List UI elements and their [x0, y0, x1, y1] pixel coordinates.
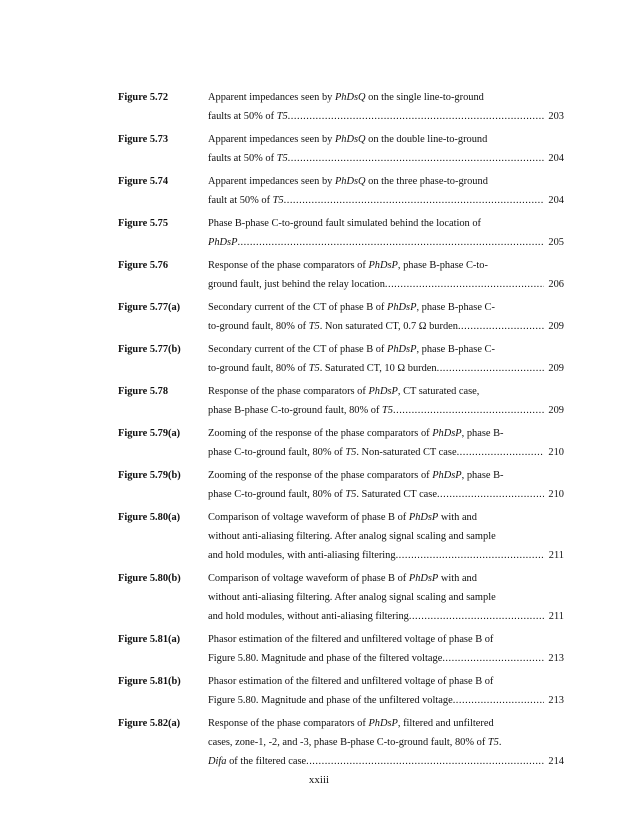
figure-caption	[208, 214, 564, 252]
italic-term: T5	[276, 153, 288, 164]
caption-segment: with and	[438, 573, 477, 584]
figure-caption	[208, 508, 564, 565]
italic-term: PhDsP	[208, 237, 238, 248]
italic-term: PhDsP	[368, 718, 398, 729]
figure-caption	[208, 466, 564, 504]
toc-entry	[118, 172, 564, 210]
caption-segment: without anti-aliasing filtering. After analog signal scaling and sample	[208, 531, 496, 542]
figure-caption	[208, 672, 564, 710]
caption-line	[208, 672, 564, 691]
italic-term: PhDsQ	[334, 134, 366, 145]
caption-segment: faults at 50% of	[208, 153, 277, 164]
figure-caption	[208, 130, 564, 168]
caption-line	[208, 340, 564, 359]
figure-caption	[208, 424, 564, 462]
toc-entry	[118, 256, 564, 294]
figure-label: Figure 5.73	[118, 134, 169, 145]
dot-leader	[437, 359, 545, 378]
caption-segment: . Non-saturated CT case	[356, 447, 457, 458]
page-ref: 206	[548, 279, 564, 290]
toc-entry	[118, 630, 564, 668]
caption-line	[208, 714, 564, 733]
caption-segment: , phase B-	[461, 428, 504, 439]
figure-label: Figure 5.74	[118, 176, 169, 187]
caption-text	[208, 443, 457, 462]
caption-line	[208, 233, 564, 252]
caption-segment: on the single line-to-ground	[365, 92, 484, 103]
italic-term: T5	[345, 447, 357, 458]
page-ref: 204	[548, 153, 564, 164]
figure-caption	[208, 340, 564, 378]
figure-label: Figure 5.81(a)	[118, 634, 181, 645]
caption-segment: Comparison of voltage waveform of phase B of	[208, 512, 409, 523]
caption-line	[208, 733, 564, 752]
caption-segment: , CT saturated case,	[397, 386, 480, 397]
caption-segment: , phase B-phase C-	[416, 344, 495, 355]
caption-text	[208, 107, 288, 126]
caption-segment: to-ground fault, 80% of	[208, 321, 309, 332]
toc-entry	[118, 672, 564, 710]
italic-term: T5	[308, 363, 320, 374]
italic-term: Difa	[208, 756, 227, 767]
figure-caption	[208, 569, 564, 626]
caption-line	[208, 149, 564, 168]
caption-segment: Figure 5.80. Magnitude and phase of the filtered voltage	[208, 653, 443, 664]
toc-entry	[118, 466, 564, 504]
caption-segment: fault at 50% of	[208, 195, 273, 206]
italic-term: T5	[487, 737, 499, 748]
caption-line	[208, 107, 564, 126]
figure-label: Figure 5.78	[118, 386, 169, 397]
caption-segment: Phasor estimation of the filtered and unfiltered voltage of phase B of	[208, 676, 494, 687]
caption-line	[208, 443, 564, 462]
figure-caption	[208, 630, 564, 668]
dot-leader	[437, 485, 544, 504]
toc-entry	[118, 298, 564, 336]
dot-leader	[458, 317, 544, 336]
caption-line	[208, 527, 564, 546]
toc-entry	[118, 340, 564, 378]
caption-segment: Secondary current of the CT of phase B of	[208, 302, 387, 313]
caption-segment: ground fault, just behind the relay location	[208, 279, 385, 290]
figure-label: Figure 5.80(b)	[118, 573, 181, 584]
dot-leader	[284, 191, 545, 210]
figure-label: Figure 5.72	[118, 92, 169, 103]
italic-term: PhDsP	[408, 573, 439, 584]
figure-caption	[208, 714, 564, 771]
page-ref: 214	[548, 756, 564, 767]
caption-segment: faults at 50% of	[208, 111, 277, 122]
dot-leader	[396, 546, 545, 565]
figure-label: Figure 5.82(a)	[118, 718, 181, 729]
italic-term: T5	[308, 321, 320, 332]
caption-text	[208, 275, 385, 294]
caption-line	[208, 88, 564, 107]
caption-segment: . Saturated CT, 10 Ω burden	[319, 363, 437, 374]
caption-segment: Apparent impedances seen by	[208, 176, 335, 187]
toc-entry	[118, 424, 564, 462]
figure-label: Figure 5.80(a)	[118, 512, 181, 523]
caption-line	[208, 172, 564, 191]
toc-entry	[118, 569, 564, 626]
page-ref: 211	[548, 611, 564, 622]
caption-segment: , phase B-	[461, 470, 504, 481]
caption-line	[208, 485, 564, 504]
caption-segment: Response of the phase comparators of	[208, 718, 369, 729]
caption-segment: cases, zone-1, -2, and -3, phase B-phase C-to-ground fault, 80% of	[208, 737, 488, 748]
toc-entry	[118, 714, 564, 771]
page-number: xxiii	[308, 774, 330, 786]
italic-term: PhDsP	[368, 386, 398, 397]
caption-segment: , phase B-phase C-	[416, 302, 495, 313]
caption-line	[208, 359, 564, 378]
figure-label: Figure 5.77(b)	[118, 344, 181, 355]
dot-leader	[288, 107, 545, 126]
figure-caption	[208, 382, 564, 420]
caption-line	[208, 546, 564, 565]
caption-segment: Apparent impedances seen by	[208, 92, 335, 103]
caption-segment: to-ground fault, 80% of	[208, 363, 309, 374]
italic-term: T5	[382, 405, 393, 416]
caption-segment: with and	[438, 512, 477, 523]
figure-label: Figure 5.79(a)	[118, 428, 181, 439]
figure-label: Figure 5.75	[118, 218, 169, 229]
italic-term: PhDsP	[432, 428, 462, 439]
italic-term: PhDsP	[387, 344, 417, 355]
caption-line	[208, 317, 564, 336]
caption-text	[208, 233, 237, 252]
caption-line	[208, 214, 564, 233]
page-ref: 209	[548, 405, 564, 416]
figure-label: Figure 5.76	[118, 260, 169, 271]
dot-leader	[385, 275, 545, 294]
caption-segment: Response of the phase comparators of	[208, 386, 369, 397]
toc-entry	[118, 214, 564, 252]
dot-leader	[442, 649, 544, 668]
page-ref: 209	[548, 321, 564, 332]
caption-segment: phase B-phase C-to-ground fault, 80% of	[208, 405, 383, 416]
caption-text	[208, 401, 393, 420]
caption-line	[208, 630, 564, 649]
caption-segment: , phase B-phase C-to-	[397, 260, 488, 271]
caption-segment: of the filtered case	[226, 756, 307, 767]
caption-line	[208, 256, 564, 275]
caption-segment: Comparison of voltage waveform of phase B of	[208, 573, 409, 584]
caption-segment: . Non saturated CT, 0.7 Ω burden	[319, 321, 458, 332]
caption-line	[208, 691, 564, 710]
caption-text	[208, 359, 437, 378]
page-ref: 204	[548, 195, 564, 206]
caption-segment: Phasor estimation of the filtered and unfiltered voltage of phase B of	[208, 634, 494, 645]
figure-caption	[208, 298, 564, 336]
caption-text	[208, 191, 284, 210]
caption-line	[208, 508, 564, 527]
caption-line	[208, 130, 564, 149]
list-of-figures	[118, 88, 564, 771]
dot-leader	[237, 233, 544, 252]
dot-leader	[393, 401, 544, 420]
italic-term: PhDsP	[432, 470, 462, 481]
caption-line	[208, 588, 564, 607]
caption-line	[208, 401, 564, 420]
italic-term: T5	[345, 489, 357, 500]
caption-segment: Zooming of the response of the phase comparators of	[208, 470, 433, 481]
caption-segment: without anti-aliasing filtering. After analog signal scaling and sample	[208, 592, 496, 603]
caption-segment: phase C-to-ground fault, 80% of	[208, 489, 346, 500]
caption-text	[208, 485, 437, 504]
caption-line	[208, 569, 564, 588]
caption-line	[208, 424, 564, 443]
figure-caption	[208, 256, 564, 294]
caption-segment: .	[498, 737, 502, 748]
caption-line	[208, 466, 564, 485]
caption-segment: Figure 5.80. Magnitude and phase of the unfiltered voltage	[208, 695, 453, 706]
page-ref: 211	[548, 550, 564, 561]
caption-line	[208, 607, 564, 626]
caption-segment: Secondary current of the CT of phase B of	[208, 344, 387, 355]
caption-text	[208, 649, 442, 668]
caption-segment: Phase B-phase C-to-ground fault simulated behind the location of	[208, 218, 481, 229]
figure-label: Figure 5.79(b)	[118, 470, 181, 481]
caption-segment: phase C-to-ground fault, 80% of	[208, 447, 346, 458]
caption-segment: Response of the phase comparators of	[208, 260, 369, 271]
caption-segment: on the double line-to-ground	[365, 134, 488, 145]
toc-entry	[118, 508, 564, 565]
italic-term: PhDsQ	[334, 176, 366, 187]
caption-text	[208, 752, 306, 771]
page-ref: 213	[548, 653, 564, 664]
figure-caption	[208, 172, 564, 210]
italic-term: T5	[272, 195, 284, 206]
caption-segment: Apparent impedances seen by	[208, 134, 335, 145]
italic-term: PhDsP	[368, 260, 398, 271]
italic-term: PhDsP	[408, 512, 439, 523]
dot-leader	[306, 752, 544, 771]
toc-entry	[118, 88, 564, 126]
caption-segment: . Saturated CT case	[356, 489, 437, 500]
caption-text	[208, 607, 409, 626]
dot-leader	[409, 607, 545, 626]
caption-segment: and hold modules, without anti-aliasing filtering	[208, 611, 409, 622]
figure-label: Figure 5.77(a)	[118, 302, 181, 313]
dot-leader	[453, 691, 545, 710]
page-ref: 209	[548, 363, 564, 374]
figure-label: Figure 5.81(b)	[118, 676, 181, 687]
caption-text	[208, 149, 288, 168]
figure-caption	[208, 88, 564, 126]
caption-segment: , filtered and unfiltered	[397, 718, 494, 729]
caption-line	[208, 752, 564, 771]
caption-segment: and hold modules, with anti-aliasing filtering	[208, 550, 396, 561]
caption-text	[208, 546, 396, 565]
page-ref: 205	[548, 237, 564, 248]
italic-term: PhDsP	[387, 302, 417, 313]
toc-entry	[118, 382, 564, 420]
italic-term: T5	[276, 111, 288, 122]
page-ref: 203	[548, 111, 564, 122]
page-ref: 213	[548, 695, 564, 706]
caption-segment: Zooming of the response of the phase comparators of	[208, 428, 433, 439]
dot-leader	[288, 149, 545, 168]
caption-text	[208, 691, 453, 710]
page-ref: 210	[548, 447, 564, 458]
caption-line	[208, 191, 564, 210]
page-ref: 210	[548, 489, 564, 500]
caption-line	[208, 649, 564, 668]
italic-term: PhDsQ	[334, 92, 366, 103]
caption-text	[208, 317, 458, 336]
toc-entry	[118, 130, 564, 168]
dot-leader	[457, 443, 545, 462]
caption-segment: on the three phase-to-ground	[365, 176, 488, 187]
caption-line	[208, 275, 564, 294]
caption-line	[208, 298, 564, 317]
caption-line	[208, 382, 564, 401]
